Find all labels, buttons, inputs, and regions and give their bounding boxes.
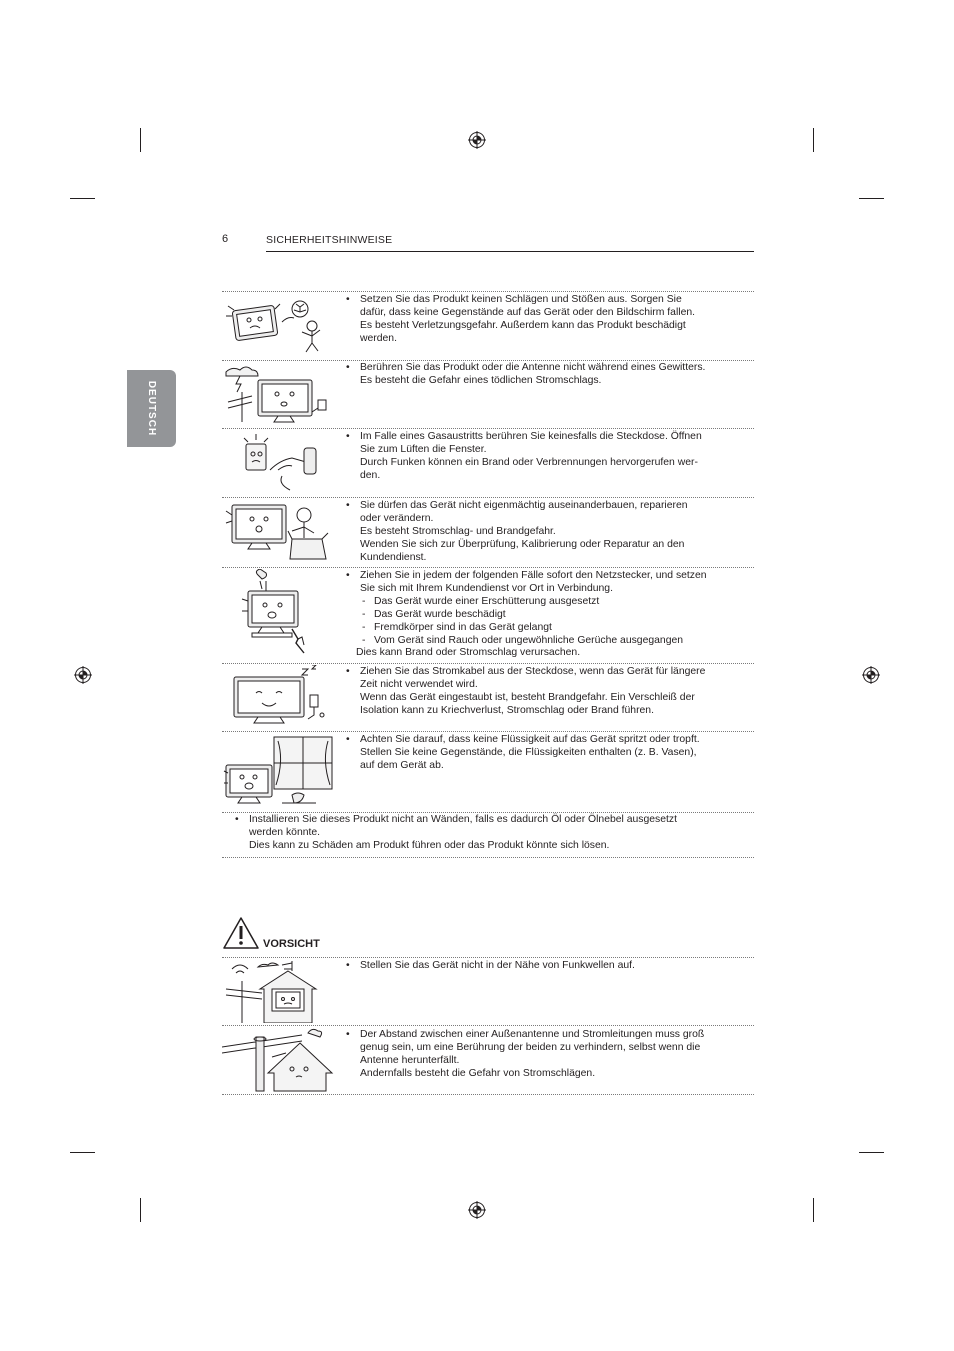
safety-item [346, 960, 746, 973]
item-line: Andernfalls besteht die Gefahr von Stromschlägen. [360, 1067, 596, 1079]
sub-item: - Fremdkörper sind in das Gerät gelangt [346, 622, 746, 635]
crop-mark [813, 1198, 814, 1222]
row-separator [222, 663, 754, 664]
row-separator [222, 857, 754, 858]
crop-mark [859, 198, 884, 199]
item-line: • Ziehen Sie in jedem der folgenden Fälle sofort den Netzstecker, und setzen [360, 570, 707, 581]
row-separator [222, 428, 754, 429]
row-separator [222, 731, 754, 732]
item-line: Sie sich mit Ihrem Kundendienst vor Ort in Verbindung. [360, 582, 613, 594]
safety-item-full-width [235, 814, 745, 853]
thunderstorm-illustration [222, 362, 338, 426]
row-separator [222, 812, 754, 813]
item-line: Wenn das Gerät eingestaubt ist, besteht Brandgefahr. Ein Verschleiß der [360, 691, 695, 703]
safety-item [346, 666, 746, 718]
item-line: • Berühren Sie das Produkt oder die Antenne nicht während eines Gewitters. [360, 362, 706, 373]
item-line: • Stellen Sie das Gerät nicht in der Nähe von Funkwellen auf. [360, 960, 635, 971]
safety-item [346, 734, 746, 773]
item-line: werden könnte. [249, 826, 321, 838]
radio-waves-illustration [222, 959, 338, 1023]
sub-item: - Vom Gerät sind Rauch oder ungewöhnliche Gerüche ausgegangen [346, 635, 746, 648]
warning-triangle-icon [222, 916, 260, 950]
item-line: Sie zum Lüften die Fenster. [360, 443, 487, 455]
sub-item: - Das Gerät wurde beschädigt [346, 609, 746, 622]
antenna-power-line-illustration [222, 1027, 338, 1092]
item-line: oder verändern. [360, 512, 434, 524]
item-line: werden. [360, 332, 397, 344]
item-line: genug sein, um eine Berührung der beiden zu verhindern, selbst wenn die [360, 1041, 701, 1053]
item-line: • Ziehen Sie das Stromkabel aus der Steckdose, wenn das Gerät für längere [360, 666, 706, 677]
item-line: Es besteht Verletzungsgefahr. Außerdem kann das Produkt beschädigt [360, 319, 686, 331]
crop-mark [859, 1152, 884, 1153]
item-line: Antenne herunterfällt. [360, 1054, 460, 1066]
crop-mark [70, 1152, 95, 1153]
item-line: auf dem Gerät ab. [360, 759, 444, 771]
row-separator [222, 360, 754, 361]
item-line: • Setzen Sie das Produkt keinen Schlägen und Stößen aus. Sorgen Sie [360, 294, 682, 305]
crop-mark [140, 128, 141, 152]
registration-mark-icon [862, 666, 880, 684]
registration-mark-icon [468, 1201, 486, 1219]
item-line: • Installieren Sie dieses Produkt nicht an Wänden, falls es dadurch Öl oder Ölnebel ausgesetzt [249, 814, 677, 825]
crop-mark [813, 128, 814, 152]
item-line: • Der Abstand zwischen einer Außenantenne und Stromleitungen muss groß [360, 1029, 705, 1040]
item-line: • Im Falle eines Gasaustritts berühren Sie keinesfalls die Steckdose. Öffnen [360, 431, 702, 442]
item-line: • Achten Sie darauf, dass keine Flüssigkeit auf das Gerät spritzt oder tropft. [360, 734, 700, 745]
item-closing-line: Dies kann Brand oder Stromschlag verursachen. [356, 647, 581, 659]
safety-item [346, 294, 746, 346]
row-separator [222, 497, 754, 498]
safety-item [346, 1029, 746, 1081]
gas-leak-illustration [222, 430, 338, 494]
item-line: Es besteht Stromschlag- und Brandgefahr. [360, 525, 556, 537]
item-line: Dies kann zu Schäden am Produkt führen oder das Produkt könnte sich lösen. [249, 839, 610, 851]
language-tab [127, 370, 176, 447]
impact-illustration [222, 294, 338, 356]
safety-item [346, 570, 746, 660]
language-tab-label: DEUTSCH [146, 380, 157, 437]
page-number: 6 [222, 233, 229, 245]
disassembly-illustration [222, 499, 338, 565]
row-separator [222, 291, 754, 292]
unplug-unused-illustration [222, 665, 338, 729]
liquid-spill-illustration [222, 733, 338, 811]
header-rule [266, 251, 754, 252]
smoke-unplug-illustration [222, 569, 338, 661]
item-line: Stellen Sie keine Gegenstände, die Flüssigkeiten enthalten (z. B. Vasen), [360, 746, 697, 758]
item-line: Durch Funken können ein Brand oder Verbrennungen hervorgerufen wer- [360, 456, 698, 468]
registration-mark-icon [74, 666, 92, 684]
item-line: den. [360, 469, 381, 481]
safety-item [346, 500, 746, 565]
item-line: • Sie dürfen das Gerät nicht eigenmächtig auseinanderbauen, reparieren [360, 500, 688, 511]
row-separator [222, 1025, 754, 1026]
item-line: Zeit nicht verwendet wird. [360, 678, 478, 690]
crop-mark [70, 198, 95, 199]
row-separator [222, 957, 754, 958]
item-line: Isolation kann zu Kriechverlust, Stromschlag oder Brand führen. [360, 704, 654, 716]
item-line: Kundendienst. [360, 551, 427, 563]
sub-item: - Das Gerät wurde einer Erschütterung ausgesetzt [346, 596, 746, 609]
row-separator [222, 1094, 754, 1095]
safety-item [346, 431, 746, 483]
safety-item [346, 362, 746, 388]
caution-heading: VORSICHT [263, 938, 320, 950]
registration-mark-icon [468, 131, 486, 149]
item-line: Es besteht die Gefahr eines tödlichen Stromschlags. [360, 374, 602, 386]
crop-mark [140, 1198, 141, 1222]
row-separator [222, 567, 754, 568]
section-title: SICHERHEITSHINWEISE [266, 234, 393, 246]
item-line: dafür, dass keine Gegenstände auf das Gerät oder den Bildschirm fallen. [360, 306, 696, 318]
item-line: Wenden Sie sich zur Überprüfung, Kalibrierung oder Reparatur an den [360, 538, 685, 550]
